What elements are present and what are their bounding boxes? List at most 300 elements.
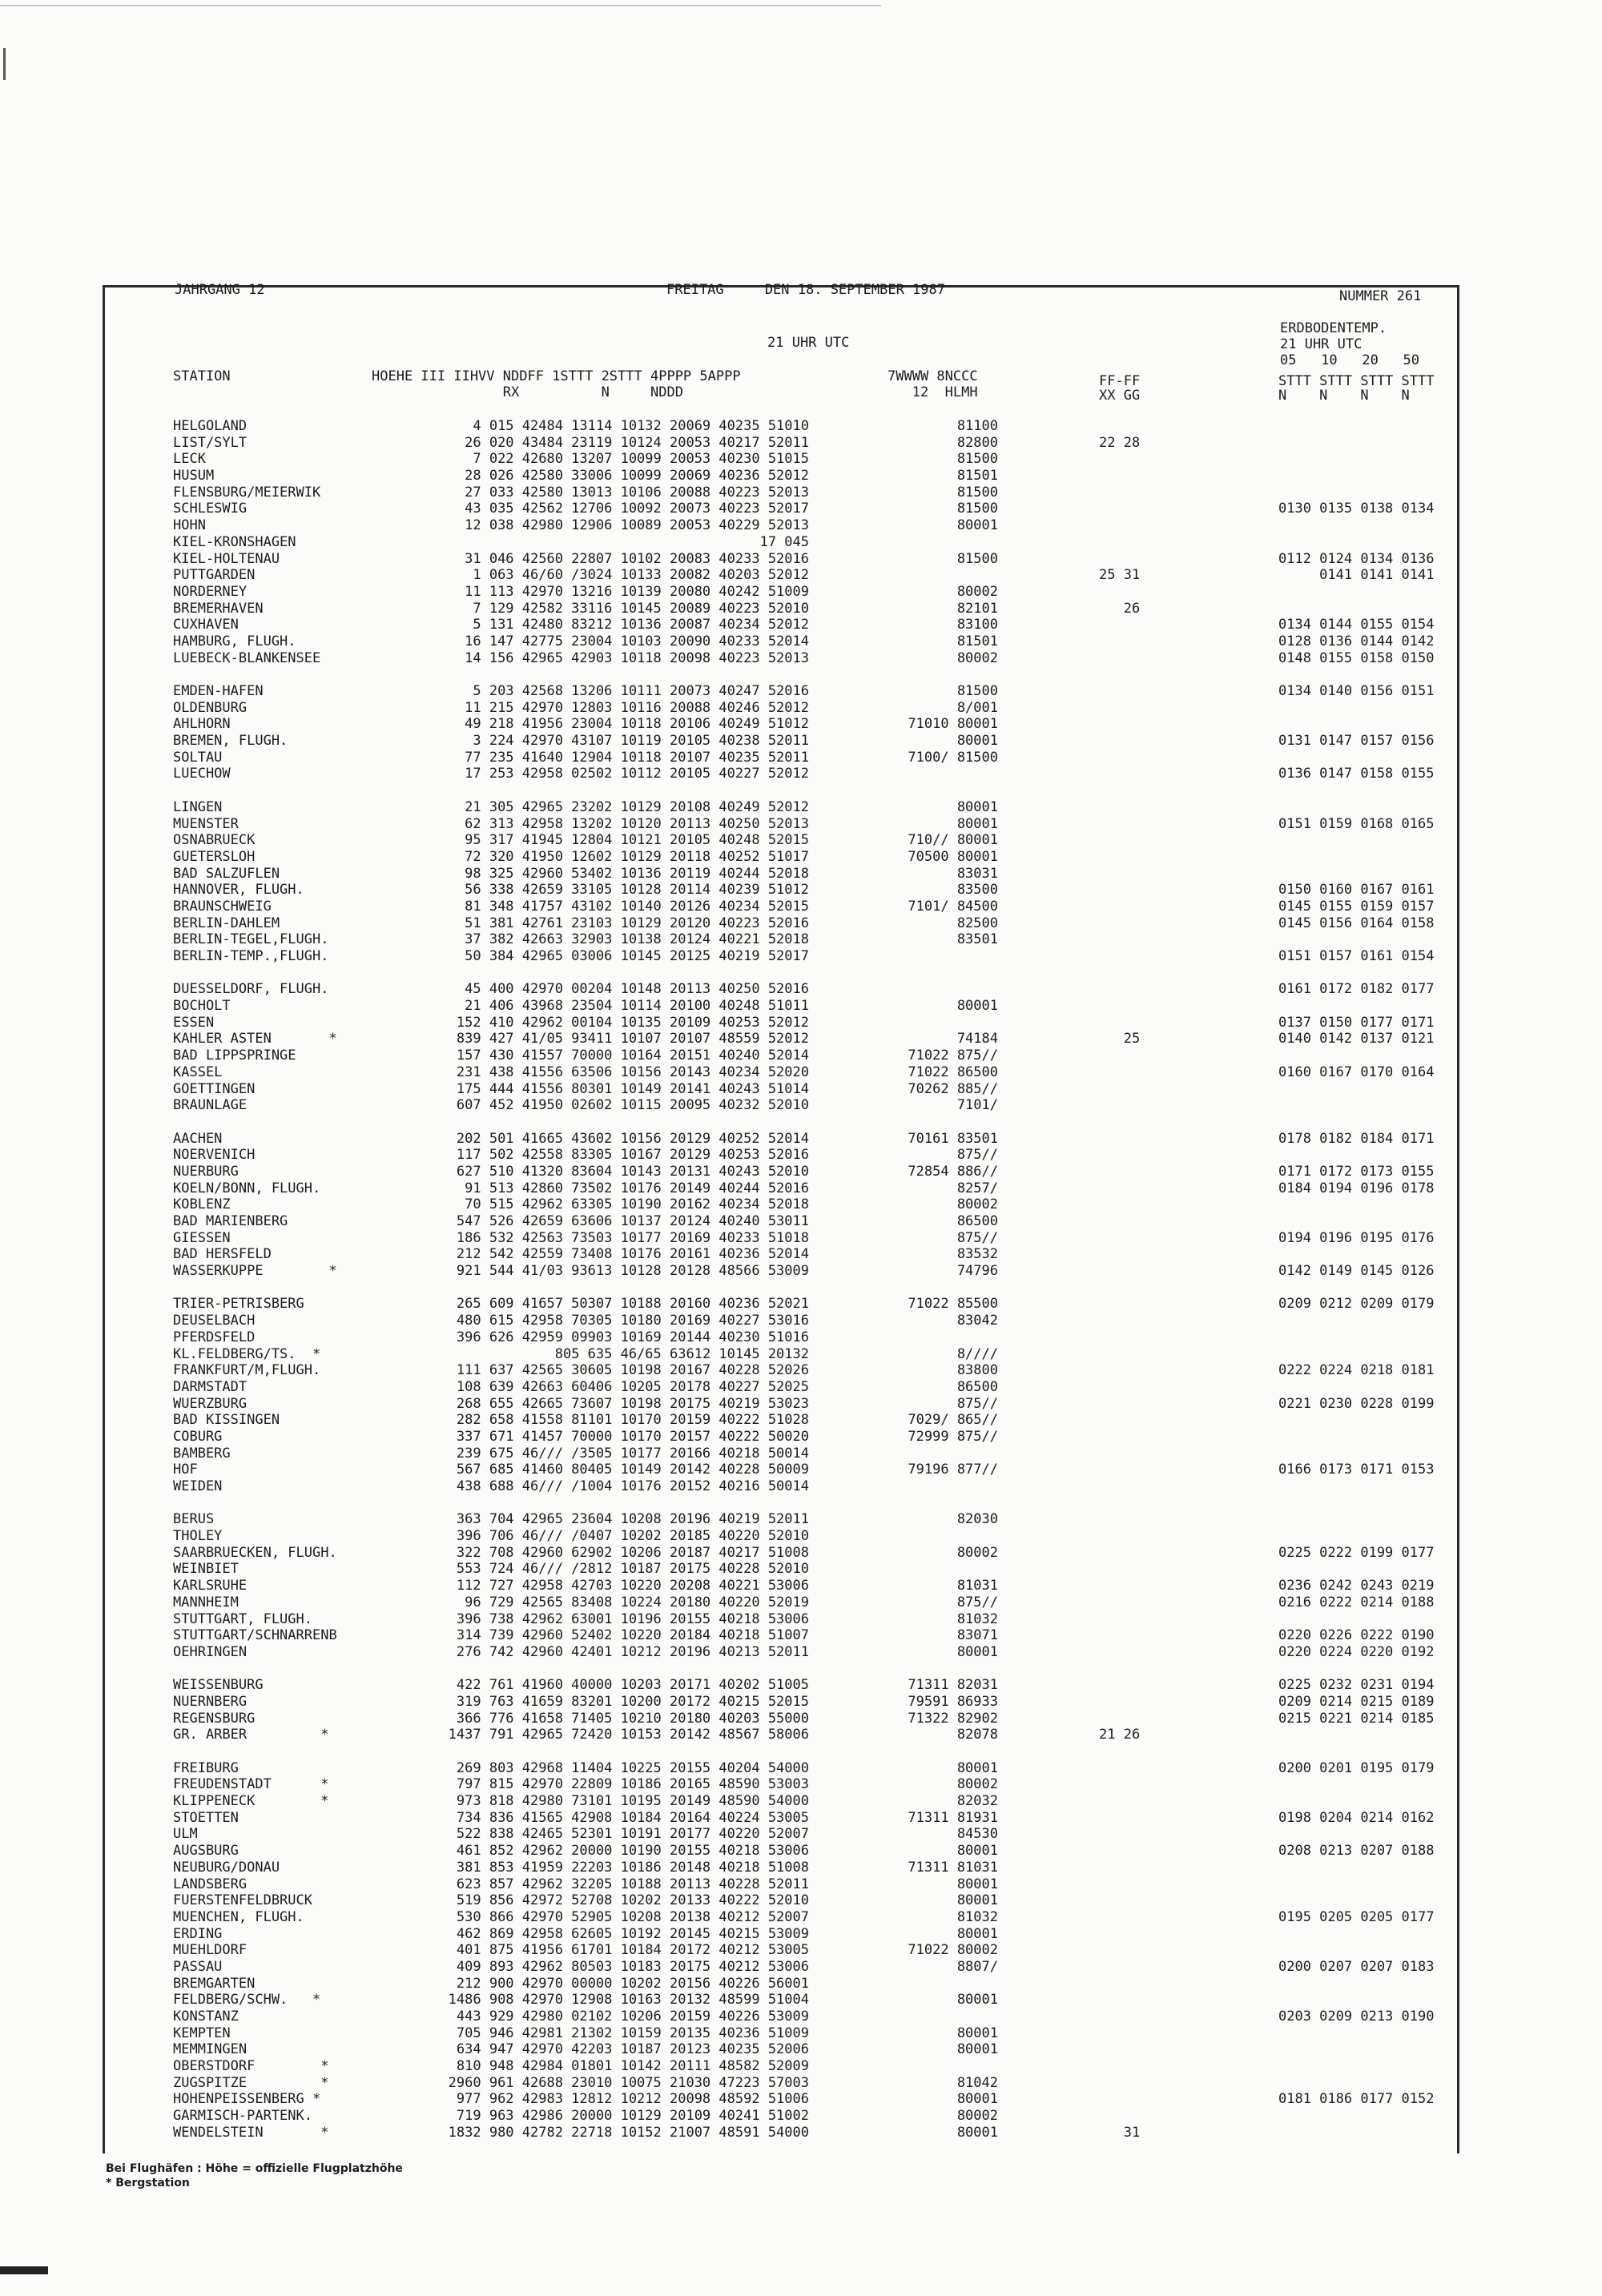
weather-group: 81501 xyxy=(956,633,998,649)
observation-codes: 77 235 41640 12904 10118 20107 40235 52011 xyxy=(465,749,809,766)
soil-temperatures xyxy=(1278,1876,1434,1893)
soil-temperatures xyxy=(1278,1727,1434,1743)
soil-temperatures: 0137 0150 0177 0171 xyxy=(1278,1014,1435,1031)
gust-value xyxy=(1099,683,1140,700)
gust-value xyxy=(1099,1462,1140,1478)
soil-temperatures: 0128 0136 0144 0142 xyxy=(1278,633,1435,649)
observation-codes: 239 675 46/// /3505 10177 20166 40218 50014 xyxy=(456,1445,809,1462)
soil-temperatures xyxy=(1278,832,1434,849)
weather-heading: 7WWWW 8NCCC xyxy=(888,368,978,384)
observation-codes: 1486 908 42970 12908 10163 20132 48599 51004 xyxy=(448,1992,809,2008)
station-name: THOLEY xyxy=(173,1528,223,1545)
weather-group: 83042 xyxy=(956,1313,998,1329)
soil-temperatures xyxy=(1278,2075,1434,2092)
group-spacer xyxy=(1278,1280,1434,1297)
soil-temperatures xyxy=(1278,1826,1434,1843)
gust-value xyxy=(1099,1131,1140,1148)
weather-group: 74184 xyxy=(956,1031,998,1047)
station-name: KARLSRUHE xyxy=(173,1578,248,1594)
station-name: BERLIN-TEMP.,FLUGH. xyxy=(173,948,329,964)
footnote-mountain-station: * Bergstation xyxy=(106,2177,190,2189)
weather-group: 80002 xyxy=(956,1544,998,1561)
weather-group: 71322 82902 xyxy=(908,1710,998,1727)
station-name: KONSTANZ xyxy=(173,2008,239,2025)
weather-group: 80001 xyxy=(956,2124,998,2141)
station-name: BRAUNLAGE xyxy=(173,1097,248,1114)
soil-temperatures: 0151 0157 0161 0154 xyxy=(1278,948,1435,964)
gust-value xyxy=(1099,1611,1140,1628)
weather-group: 8/001 xyxy=(956,699,998,716)
gust-value xyxy=(1099,1511,1140,1528)
gust-value xyxy=(1099,1594,1140,1611)
observation-codes: 31 046 42560 22807 10102 20083 40233 52016 xyxy=(465,550,809,567)
soil-temperatures: 0220 0224 0220 0192 xyxy=(1278,1643,1435,1660)
weather-group: 8807/ xyxy=(956,1958,998,1975)
soil-temperatures xyxy=(1278,2108,1434,2125)
soil-temperatures: 0136 0147 0158 0155 xyxy=(1278,766,1435,782)
scan-artifact-line xyxy=(0,5,881,6)
gust-value xyxy=(1099,2108,1140,2125)
gust-value xyxy=(1099,1528,1140,1545)
station-name: NOERVENICH xyxy=(173,1147,256,1164)
soil-temperatures xyxy=(1278,1611,1434,1628)
weather-group: 83532 xyxy=(956,1246,998,1263)
soil-temperatures: 0145 0156 0164 0158 xyxy=(1278,915,1435,931)
soil-temperatures: 0225 0232 0231 0194 xyxy=(1278,1677,1435,1694)
observation-codes: 7 129 42582 33116 10145 20089 40223 52010 xyxy=(473,600,809,617)
gust-value xyxy=(1099,1776,1140,1793)
weather-group: 71010 80001 xyxy=(908,716,998,733)
observation-codes: 705 946 42981 21302 10159 20135 40236 51009 xyxy=(456,2025,809,2041)
weather-group: 74796 xyxy=(956,1263,998,1280)
station-name: GOETTINGEN xyxy=(173,1080,256,1097)
observation-codes: 607 452 41950 02602 10115 20095 40232 52010 xyxy=(456,1097,809,1114)
observation-codes: 973 818 42980 73101 10195 20149 48590 54000 xyxy=(456,1793,809,1810)
group-spacer xyxy=(349,782,809,799)
group-spacer xyxy=(873,666,998,683)
observation-codes: 12 038 42980 12906 10089 20053 40229 52013 xyxy=(465,517,809,534)
station-name: LIST/SYLT xyxy=(173,434,248,451)
weather-group: 8//// xyxy=(956,1345,998,1362)
gust-value xyxy=(1099,915,1140,932)
station-name: NORDERNEY xyxy=(173,583,248,600)
gust-value xyxy=(1099,766,1140,782)
soil-temperatures xyxy=(1278,1412,1434,1429)
gust-value xyxy=(1099,2008,1140,2025)
station-name: BAD LIPPSPRINGE xyxy=(173,1047,296,1064)
soil-temperatures xyxy=(1278,1346,1434,1363)
weather-group: 80002 xyxy=(956,649,998,666)
station-name: BERLIN-TEGEL,FLUGH. xyxy=(173,931,329,948)
soil-temperatures xyxy=(1278,1528,1434,1545)
observation-codes: 7 022 42680 13207 10099 20053 40230 51015 xyxy=(473,451,809,468)
observation-codes: 623 857 42962 32205 10188 20113 40228 52011 xyxy=(456,1876,809,1892)
group-spacer xyxy=(349,965,809,982)
soil-temperatures xyxy=(1278,1561,1434,1578)
soil-temperatures: 0131 0147 0157 0156 xyxy=(1278,733,1435,750)
gust-value xyxy=(1099,981,1140,998)
weather-group: 80001 xyxy=(956,1759,998,1776)
gust-value xyxy=(1099,1561,1140,1578)
soil-temperatures xyxy=(1278,584,1434,601)
observation-codes: 37 382 42663 32903 10138 20124 40221 52018 xyxy=(465,931,809,948)
soil-temperatures: 0222 0224 0218 0181 xyxy=(1278,1362,1435,1379)
station-name: PFERDSFELD xyxy=(173,1329,256,1345)
observation-codes: 91 513 42860 73502 10176 20149 40244 52016 xyxy=(465,1180,809,1196)
group-spacer xyxy=(873,1661,998,1678)
gust-value xyxy=(1099,1147,1140,1164)
station-name: NUERBURG xyxy=(173,1163,239,1180)
station-name: BAD HERSFELD xyxy=(173,1246,272,1263)
station-name: HOHENPEISSENBERG * xyxy=(173,2091,321,2108)
soil-temperatures xyxy=(1278,1329,1434,1346)
gust-value xyxy=(1099,1230,1140,1247)
group-spacer xyxy=(173,965,337,982)
station-name: MANNHEIM xyxy=(173,1594,239,1610)
station-name: KLIPPENECK * xyxy=(173,1793,329,1810)
soil-temperatures xyxy=(1278,1379,1434,1396)
observation-codes: 567 685 41460 80405 10149 20142 40228 50009 xyxy=(456,1462,809,1478)
weather-group xyxy=(873,1561,998,1578)
gust-value: 21 26 xyxy=(1099,1727,1141,1743)
station-name: ERDING xyxy=(173,1925,223,1942)
station-heading: STATION xyxy=(173,368,231,384)
gust-value xyxy=(1099,1329,1140,1346)
station-name: HAMBURG, FLUGH. xyxy=(173,633,296,649)
observation-codes: 314 739 42960 52402 10220 20184 40218 51007 xyxy=(456,1627,809,1644)
observation-codes: 49 218 41956 23004 10118 20106 40249 51012 xyxy=(465,716,809,733)
gust-value xyxy=(1099,700,1140,717)
station-name: DUESSELDORF, FLUGH. xyxy=(173,981,329,998)
observation-codes: 977 962 42983 12812 10212 20098 48592 51006 xyxy=(456,2091,809,2108)
station-name: WASSERKUPPE * xyxy=(173,1263,337,1280)
scan-edge-mark xyxy=(3,48,6,80)
soil-temperatures: 0166 0173 0171 0153 xyxy=(1278,1462,1435,1478)
soil-temperatures xyxy=(1278,1926,1434,1943)
soil-temperatures xyxy=(1278,451,1434,468)
station-name: GIESSEN xyxy=(173,1229,231,1246)
weather-group: 81031 xyxy=(956,1578,998,1594)
group-spacer xyxy=(173,1743,337,1760)
gust-value xyxy=(1099,1097,1140,1114)
soil-temperatures xyxy=(1278,849,1434,866)
station-name: WENDELSTEIN * xyxy=(173,2124,329,2141)
soil-temperatures xyxy=(1278,1976,1434,1992)
observation-codes: 396 706 46/// /0407 10202 20185 40220 52010 xyxy=(456,1528,809,1545)
weather-group: 71311 81031 xyxy=(908,1859,998,1876)
gust-value xyxy=(1099,1396,1140,1413)
soil-temperatures: 0151 0159 0168 0165 xyxy=(1278,815,1435,832)
weather-group: 80001 xyxy=(956,2025,998,2041)
soil-temperatures xyxy=(1278,998,1434,1015)
station-name: DARMSTADT xyxy=(173,1378,248,1395)
weather-group: 71022 85500 xyxy=(908,1296,998,1313)
soil-temperatures xyxy=(1278,1213,1434,1230)
station-name: KOBLENZ xyxy=(173,1196,231,1213)
issue-date: FREITAG DEN 18. SEPTEMBER 1987 xyxy=(666,282,945,298)
gust-value xyxy=(1099,1760,1140,1777)
station-name: BAD MARIENBERG xyxy=(173,1213,288,1229)
group-spacer xyxy=(173,782,337,799)
footnote-airports: Bei Flughäfen : Höhe = offizielle Flugplatzhöhe xyxy=(106,2162,403,2175)
soil-temperatures xyxy=(1278,750,1434,766)
observation-codes: 212 900 42970 00000 10202 20156 40226 56001 xyxy=(456,1975,809,1992)
station-name: BERUS xyxy=(173,1511,215,1528)
station-name: BREMEN, FLUGH. xyxy=(173,733,288,750)
station-name: MUENSTER xyxy=(173,815,239,832)
soil-temperatures xyxy=(1278,1147,1434,1164)
station-name: WUERZBURG xyxy=(173,1395,248,1412)
observation-codes: 43 035 42562 12706 10092 20073 40223 52017 xyxy=(465,501,809,517)
gust-value xyxy=(1099,1677,1140,1694)
observation-codes: 719 963 42986 20000 10129 20109 40241 51002 xyxy=(456,2108,809,2125)
weather-group: 86500 xyxy=(956,1378,998,1395)
weather-group: 81032 xyxy=(956,1610,998,1627)
soil-temp-title: ERDBODENTEMP. xyxy=(1280,320,1387,336)
station-name: GUETERSLOH xyxy=(173,848,256,865)
observation-codes: 276 742 42960 42401 10212 20196 40213 52011 xyxy=(456,1643,809,1660)
weather-group: 80001 xyxy=(956,1843,998,1860)
soil-subheading: N N N N xyxy=(1278,388,1410,404)
gust-value xyxy=(1099,1711,1140,1727)
station-name: KAHLER ASTEN * xyxy=(173,1031,337,1047)
weather-group: 82101 xyxy=(956,600,998,617)
soil-temperatures: 0150 0160 0167 0161 xyxy=(1278,882,1435,899)
observation-codes: 480 615 42958 70305 10180 20169 40227 53016 xyxy=(456,1313,809,1329)
station-name: OLDENBURG xyxy=(173,699,248,716)
station-name: BRAUNSCHWEIG xyxy=(173,898,272,915)
gust-value xyxy=(1099,832,1140,849)
gust-value xyxy=(1099,2058,1140,2075)
observation-codes: 337 671 41457 70000 10170 20157 40222 50020 xyxy=(456,1428,809,1445)
group-spacer xyxy=(1099,1743,1140,1760)
station-name: SOLTAU xyxy=(173,749,223,766)
station-name: SCHLESWIG xyxy=(173,501,248,517)
soil-temperatures xyxy=(1278,1246,1434,1263)
gust-value xyxy=(1099,517,1140,534)
gust-value xyxy=(1099,1876,1140,1893)
station-name: LINGEN xyxy=(173,798,223,815)
gust-value xyxy=(1099,1992,1140,2008)
observation-codes: 363 704 42965 23604 10208 20196 40219 52011 xyxy=(456,1511,809,1528)
gust-value xyxy=(1099,468,1140,485)
station-name: WEIDEN xyxy=(173,1478,223,1494)
observation-codes: 401 875 41956 61701 10184 20172 40212 53005 xyxy=(456,1942,809,1959)
weather-group: 80002 xyxy=(956,1196,998,1213)
gust-value xyxy=(1099,551,1140,568)
gust-value xyxy=(1099,1909,1140,1926)
group-spacer xyxy=(873,965,998,982)
observation-codes: 381 853 41959 22203 10186 20148 40218 51008 xyxy=(456,1859,809,1876)
weather-group: 71022 875// xyxy=(908,1047,998,1064)
codes-heading: HOEHE III IIHVV NDDFF 1STTT 2STTT 4PPPP 5APPP xyxy=(372,368,741,384)
gust-value xyxy=(1099,1196,1140,1213)
weather-group xyxy=(873,1478,998,1495)
soil-temperatures: 0195 0205 0205 0177 xyxy=(1278,1908,1435,1925)
weather-group xyxy=(873,2008,998,2025)
station-name: FLENSBURG/MEIERWIK xyxy=(173,484,321,501)
observation-codes: 11 215 42970 12803 10116 20088 40246 52012 xyxy=(465,699,809,716)
station-name: NUERNBERG xyxy=(173,1693,248,1710)
station-name: HANNOVER, FLUGH. xyxy=(173,882,304,899)
soil-temperatures xyxy=(1278,1429,1434,1446)
gust-value xyxy=(1099,899,1140,915)
observation-codes: 634 947 42970 42203 10187 20123 40235 52006 xyxy=(456,2041,809,2058)
weather-group: 83501 xyxy=(956,931,998,948)
weather-group: 82078 xyxy=(956,1727,998,1743)
gust-value xyxy=(1099,1213,1140,1230)
weather-group: 80001 xyxy=(956,998,998,1015)
weather-group: 80001 xyxy=(956,1892,998,1909)
gust-value xyxy=(1099,2075,1140,2092)
soil-temperatures xyxy=(1278,2125,1434,2141)
station-name: FRANKFURT/M,FLUGH. xyxy=(173,1362,321,1379)
observation-codes: 366 776 41658 71405 10210 20180 40203 55000 xyxy=(456,1710,809,1727)
soil-temperatures: 0145 0155 0159 0157 xyxy=(1278,898,1435,915)
weather-group: 80002 xyxy=(956,583,998,600)
gust-value xyxy=(1099,1694,1140,1711)
soil-temperatures xyxy=(1278,866,1434,883)
group-spacer xyxy=(349,1743,809,1760)
station-name: FUERSTENFELDBRUCK xyxy=(173,1892,312,1909)
weather-group xyxy=(873,1528,998,1545)
station-name: OBERSTDORF * xyxy=(173,2058,329,2075)
observation-codes: 186 532 42563 73503 10177 20169 40233 51018 xyxy=(456,1229,809,1246)
station-name: DEUSELBACH xyxy=(173,1313,256,1329)
group-spacer xyxy=(349,666,809,683)
weather-group: 7101/ 84500 xyxy=(908,898,998,915)
observation-codes: 21 406 43968 23504 10114 20100 40248 51011 xyxy=(465,998,809,1015)
observation-codes: 2960 961 42688 23010 10075 21030 47223 57003 xyxy=(448,2074,809,2091)
weather-group: 80001 xyxy=(956,1992,998,2008)
gust-value xyxy=(1099,485,1140,501)
station-name: KOELN/BONN, FLUGH. xyxy=(173,1180,321,1196)
observation-codes: 5 131 42480 83212 10136 20087 40234 52012 xyxy=(473,617,809,633)
weather-group: 80001 xyxy=(956,815,998,832)
observation-codes: 157 430 41557 70000 10164 20151 40240 52014 xyxy=(456,1047,809,1064)
observation-codes: 519 856 42972 52708 10202 20133 40222 52010 xyxy=(456,1892,809,1909)
soil-temperatures: 0220 0226 0222 0190 xyxy=(1278,1627,1435,1644)
soil-temperatures: 0134 0144 0155 0154 xyxy=(1278,617,1435,633)
gust-value xyxy=(1099,1478,1140,1495)
weather-group: 7101/ xyxy=(956,1097,998,1114)
weather-group: 7029/ 865// xyxy=(908,1412,998,1429)
station-name: AHLHORN xyxy=(173,716,231,733)
station-name: HUSUM xyxy=(173,468,215,485)
observation-codes: 70 515 42962 63305 10190 20162 40234 52018 xyxy=(465,1196,809,1213)
weather-group: 81500 xyxy=(956,550,998,567)
observation-codes: 734 836 41565 42908 10184 20164 40224 53005 xyxy=(456,1809,809,1826)
station-name: KEMPTEN xyxy=(173,2025,231,2041)
gust-value xyxy=(1099,2025,1140,2042)
station-name: REGENSBURG xyxy=(173,1710,256,1727)
station-name: HOF xyxy=(173,1462,198,1478)
soil-temperatures: 0198 0204 0214 0162 xyxy=(1278,1809,1435,1826)
observation-codes: 5 203 42568 13206 10111 20073 40247 52016 xyxy=(473,683,809,699)
weather-group: 81501 xyxy=(956,468,998,485)
observation-codes: 322 708 42960 62902 10206 20187 40217 51008 xyxy=(456,1544,809,1561)
gust-value xyxy=(1099,1793,1140,1810)
observation-codes: 111 637 42565 30605 10198 20167 40228 52026 xyxy=(456,1362,809,1379)
group-spacer xyxy=(873,1280,998,1297)
station-name: OSNABRUECK xyxy=(173,832,256,849)
station-name: LUEBECK-BLANKENSEE xyxy=(173,649,321,666)
gust-value xyxy=(1099,584,1140,601)
station-name: BERLIN-DAHLEM xyxy=(173,915,280,931)
soil-temperatures xyxy=(1278,517,1434,534)
group-spacer xyxy=(873,1114,998,1131)
gust-value xyxy=(1099,750,1140,766)
soil-temperatures: 0209 0214 0215 0189 xyxy=(1278,1693,1435,1710)
weather-group: 71022 80002 xyxy=(908,1942,998,1959)
soil-temperatures xyxy=(1278,700,1434,717)
weather-group: 81032 xyxy=(956,1908,998,1925)
gust-value xyxy=(1099,1313,1140,1329)
gust-value xyxy=(1099,633,1140,650)
gust-value xyxy=(1099,1892,1140,1909)
weather-group: 81500 xyxy=(956,683,998,699)
gust-value xyxy=(1099,1015,1140,1031)
soil-temperatures: 0194 0196 0195 0176 xyxy=(1278,1229,1435,1246)
station-name: ULM xyxy=(173,1826,198,1843)
observation-codes: 231 438 41556 63506 10156 20143 40234 52020 xyxy=(456,1064,809,1080)
station-name: BAMBERG xyxy=(173,1445,231,1462)
gust-value xyxy=(1099,1064,1140,1081)
soil-temperatures xyxy=(1278,716,1434,733)
weather-group: 71311 82031 xyxy=(908,1677,998,1694)
observation-codes: 112 727 42958 42703 10220 20208 40221 53006 xyxy=(456,1578,809,1594)
observation-codes: 14 156 42965 42903 10118 20098 40223 52013 xyxy=(465,649,809,666)
weather-group: 84530 xyxy=(956,1826,998,1843)
station-name: EMDEN-HAFEN xyxy=(173,683,264,699)
soil-temperatures xyxy=(1278,931,1434,948)
soil-temperatures: 0184 0194 0196 0178 xyxy=(1278,1180,1435,1196)
scan-edge-mark-bottom xyxy=(0,2266,48,2274)
soil-temperatures xyxy=(1278,1892,1434,1909)
soil-temperatures xyxy=(1278,601,1434,617)
weather-group: 82030 xyxy=(956,1511,998,1528)
station-name: ZUGSPITZE * xyxy=(173,2074,329,2091)
group-spacer xyxy=(173,1495,337,1512)
observation-codes: 396 738 42962 63001 10196 20155 40218 53006 xyxy=(456,1610,809,1627)
station-name: KIEL-HOLTENAU xyxy=(173,550,280,567)
station-name: LANDSBERG xyxy=(173,1876,248,1892)
station-name: GARMISCH-PARTENK. xyxy=(173,2108,312,2125)
station-name: BREMERHAVEN xyxy=(173,600,264,617)
soil-temperatures: 0140 0142 0137 0121 xyxy=(1278,1031,1435,1047)
observation-codes: 438 688 46/// /1004 10176 20152 40216 50014 xyxy=(456,1478,809,1494)
weather-group: 83031 xyxy=(956,865,998,882)
codes-subheading: RX N NDDD xyxy=(372,384,683,400)
observation-codes: 553 724 46/// /2812 10187 20175 40228 52010 xyxy=(456,1561,809,1578)
station-name: CUXHAVEN xyxy=(173,617,239,633)
soil-depths: 05 10 20 50 xyxy=(1280,352,1419,368)
weather-group: 875// xyxy=(956,1395,998,1412)
station-name: STUTTGART, FLUGH. xyxy=(173,1610,312,1627)
weather-group: 82032 xyxy=(956,1793,998,1810)
weather-group: 70161 83501 xyxy=(908,1130,998,1147)
gust-value: 31 xyxy=(1099,2124,1141,2141)
weather-group: 80001 xyxy=(956,1876,998,1892)
observation-codes: 396 626 42959 09903 10169 20144 40230 51016 xyxy=(456,1329,809,1345)
gust-value xyxy=(1099,1446,1140,1462)
station-name: GR. ARBER * xyxy=(173,1727,329,1743)
group-spacer xyxy=(873,782,998,799)
observation-codes: 212 542 42559 73408 10176 20161 40236 52014 xyxy=(456,1246,809,1263)
station-name: FREIBURG xyxy=(173,1759,239,1776)
gust-value xyxy=(1099,1843,1140,1860)
weather-group: 80002 xyxy=(956,2108,998,2125)
